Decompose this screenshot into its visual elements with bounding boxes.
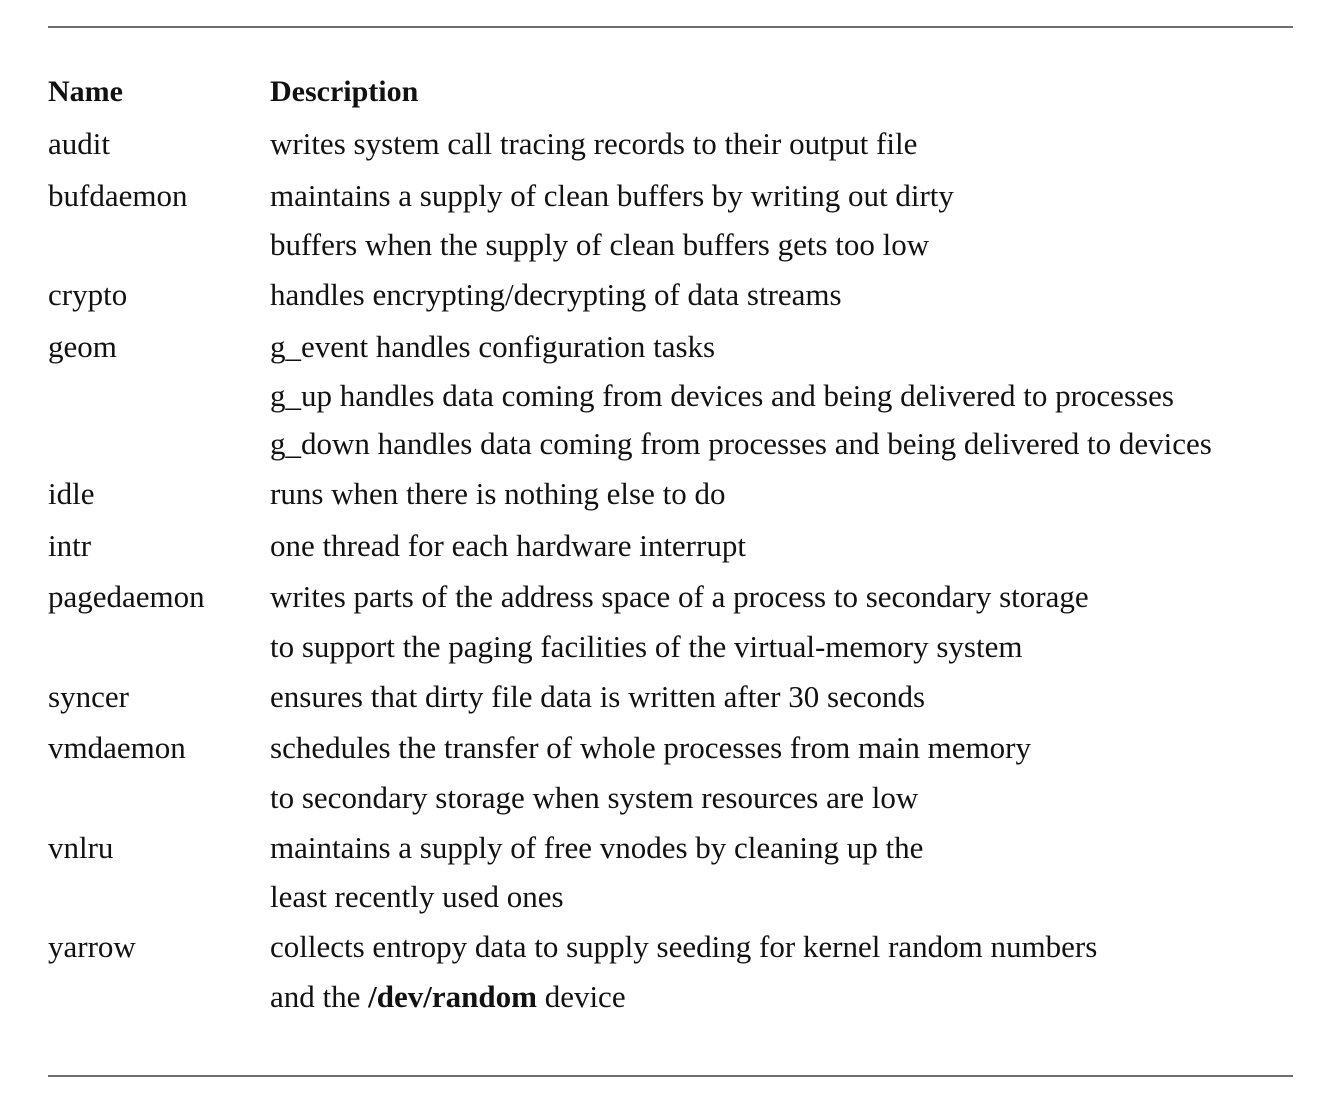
description-line: handles encrypting/decrypting of data streams — [270, 277, 842, 312]
thread-description — [270, 671, 1298, 723]
table-row — [48, 671, 1298, 723]
table-row — [48, 822, 1298, 922]
thread-name — [48, 571, 270, 671]
table-row — [48, 468, 1298, 520]
table-row — [48, 170, 1298, 270]
table-row — [48, 571, 1298, 671]
description-line: least recently used ones — [270, 879, 564, 914]
description-line — [270, 973, 1298, 1021]
description-line: runs when there is nothing else to do — [270, 476, 726, 511]
thread-name-text: bufdaemon — [48, 177, 188, 213]
thread-name — [48, 170, 270, 270]
description-line: writes system call tracing records to their output file — [270, 126, 918, 161]
header-name: Name — [48, 75, 123, 108]
thread-name-text: crypto — [48, 277, 128, 312]
thread-name-text: yarrow — [48, 929, 136, 964]
thread-name — [48, 118, 270, 170]
table-row — [48, 722, 1298, 822]
thread-name — [48, 921, 270, 1021]
description-line: writes parts of the address space of a process to secondary storage — [270, 579, 1089, 614]
header-description: Description — [270, 75, 419, 108]
thread-description — [270, 170, 1298, 270]
thread-name — [48, 822, 270, 922]
thread-description — [270, 520, 1298, 572]
table-row — [48, 118, 1298, 170]
table-row — [48, 520, 1298, 572]
thread-name — [48, 468, 270, 520]
thread-name — [48, 269, 270, 321]
line-prefix: and the — [270, 978, 369, 1014]
top-rule — [48, 26, 1293, 28]
thread-name-text: pagedaemon — [48, 579, 205, 614]
table-row — [48, 921, 1298, 1021]
thread-description — [270, 269, 1298, 321]
description-line: ensures that dirty file data is written after 30 seconds — [270, 678, 926, 714]
thread-name-text: vnlru — [48, 829, 114, 865]
description-line: buffers when the supply of clean buffers gets too low — [270, 227, 930, 262]
thread-name-text: intr — [48, 527, 92, 563]
thread-name-text: vmdaemon — [48, 730, 186, 765]
line-suffix: device — [536, 978, 626, 1014]
description-line: g_event handles configuration tasks — [270, 328, 716, 364]
description-line: maintains a supply of free vnodes by cleaning up the — [270, 829, 924, 865]
device-path: /dev/random — [368, 978, 537, 1014]
thread-name — [48, 671, 270, 723]
thread-description — [270, 921, 1298, 1021]
description-line: schedules the transfer of whole processes from main memory — [270, 730, 1031, 765]
table-body — [48, 118, 1298, 1021]
thread-name-text: geom — [48, 328, 117, 364]
thread-name — [48, 321, 270, 469]
thread-description — [270, 722, 1298, 822]
description-line: to secondary storage when system resources are low — [270, 779, 919, 815]
description-line: g_down handles data coming from processes and being delivered to devices — [270, 426, 1212, 461]
thread-name — [48, 520, 270, 572]
thread-description — [270, 468, 1298, 520]
table-row — [48, 269, 1298, 321]
description-line: g_up handles data coming from devices and being delivered to processes — [270, 378, 1174, 413]
thread-name-text: syncer — [48, 678, 129, 714]
kernel-threads-table — [48, 66, 1298, 1021]
thread-description — [270, 118, 1298, 170]
description-line: maintains a supply of clean buffers by writing out dirty — [270, 177, 954, 213]
thread-name-text: audit — [48, 126, 110, 161]
description-line: collects entropy data to supply seeding for kernel random numbers — [270, 929, 1098, 964]
thread-description — [270, 822, 1298, 922]
bottom-rule — [48, 1075, 1293, 1077]
thread-description — [270, 321, 1298, 469]
description-line: to support the paging facilities of the virtual-memory system — [270, 628, 1023, 664]
table-header — [48, 66, 1298, 118]
thread-name — [48, 722, 270, 822]
thread-name-text: idle — [48, 476, 95, 511]
thread-description — [270, 571, 1298, 671]
description-line: one thread for each hardware interrupt — [270, 527, 746, 563]
table-row — [48, 321, 1298, 469]
